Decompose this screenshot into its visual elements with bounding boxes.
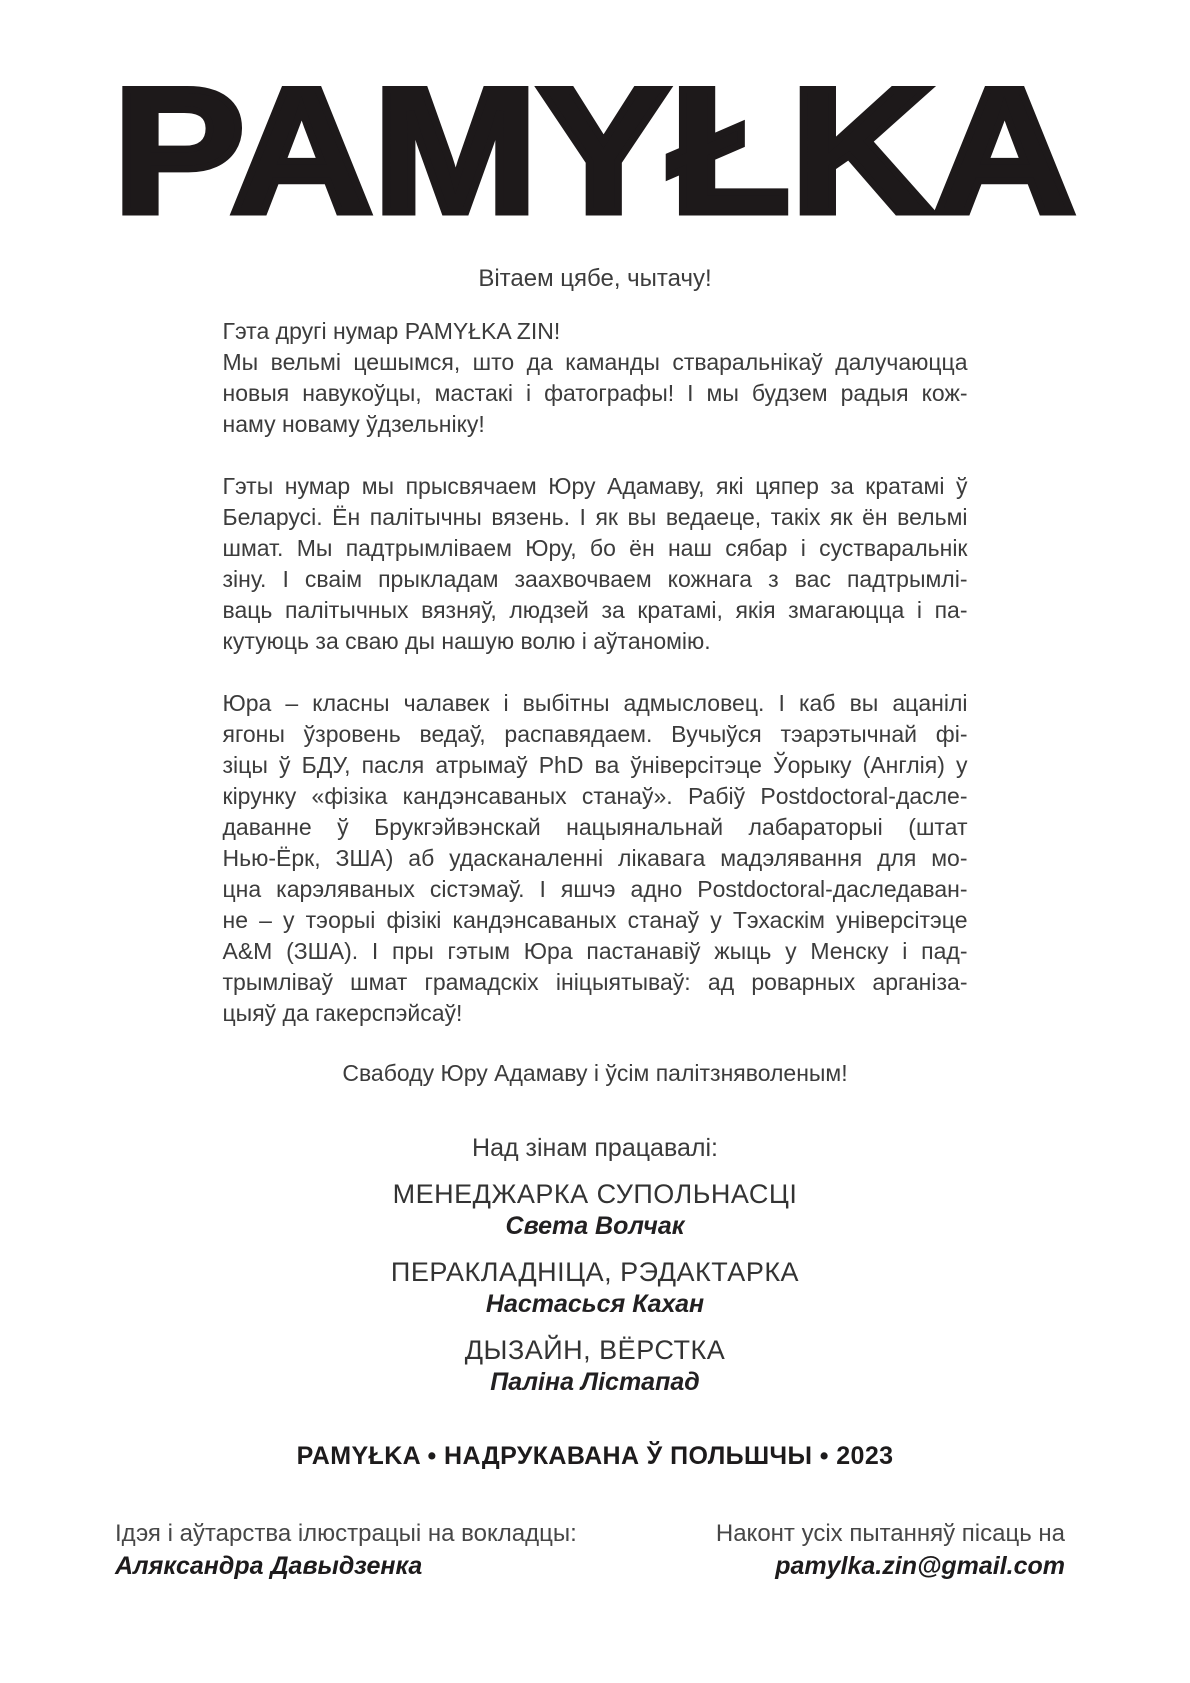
credits-heading: Над зінам працавалі:	[472, 1134, 718, 1162]
paragraph-line: Нью-Ёрк, ЗША) аб удасканаленні лікавага мадэлявання для мо-	[222, 845, 968, 871]
logo-wrap	[0, 0, 1190, 220]
logo-text: PAMYŁKA	[112, 74, 1076, 220]
freedom-slogan: Свабоду Юру Адамаву і ўсім палітзняволеным!	[342, 1060, 848, 1086]
contact-caption: Наконт усіх пытанняў пісаць на	[715, 1520, 1065, 1547]
cover-art-caption: Ідэя і аўтарства ілюстрацыі на вокладцы:	[115, 1520, 577, 1547]
paragraph-line: Гэта другі нумар PAMYŁKA ZIN!	[222, 318, 561, 344]
footer-left-column	[115, 1518, 577, 1583]
credit-role: МЕНЕДЖАРКА СУПОЛЬНАСЦІ	[392, 1179, 798, 1209]
paragraph-line: A&M (ЗША). І пры гэтым Юра пастанавіў жыць у Менску і пад-	[222, 938, 968, 964]
paragraph-line: кутуюць за сваю ды нашую волю і аўтаномію.	[222, 628, 711, 654]
paragraph-line: зіцы ў БДУ, пасля атрымаў PhD ва ўніверсітэце Ўорыку (Англія) у	[222, 752, 968, 778]
paragraph-line: зіну. І сваім прыкладам заахвочваем кожнага з вас падтрымлі-	[222, 566, 968, 592]
credit-role: ПЕРАКЛАДНІЦА, РЭДАКТАРКА	[390, 1257, 800, 1287]
credit-role: ДЫЗАЙН, ВЁРСТКА	[464, 1335, 726, 1365]
credit-name: Паліна Лістапад	[490, 1368, 700, 1396]
paragraph-line: шмат. Мы падтрымліваем Юру, бо ён наш сябар і сустваральнік	[222, 535, 968, 561]
paragraph-line: новыя навукоўцы, мастакі і фатографы! І мы будзем радыя кож-	[222, 380, 968, 406]
paragraph-line: Юра – класны чалавек і выбітны адмысловец. І каб вы ацанілі	[222, 690, 968, 716]
paragraph-line: Мы вельмі цешымся, што да каманды стваральнікаў далучаюцца	[222, 349, 968, 375]
pamylka-logo	[113, 74, 1078, 220]
paragraph-line: не – у тэорыі фізікі кандэнсаваных станаў у Тэхаскім універсітэце	[222, 907, 968, 933]
paragraph-line: ваць палітычных вязняў, людзей за кратамі, якія змагаюцца і па-	[222, 597, 968, 623]
footer-right-column	[716, 1518, 1065, 1583]
paragraph	[223, 471, 968, 657]
imprint-line: PAMYŁKA • НАДРУКАВАНА Ў ПОЛЬШЧЫ • 2023	[296, 1442, 894, 1470]
credit-entry	[0, 1334, 1190, 1398]
credit-entry	[0, 1256, 1190, 1320]
footer	[115, 1518, 1065, 1583]
paragraph-line: Гэты нумар мы прысвячаем Юру Адамаву, які цяпер за кратамі ў	[222, 473, 968, 499]
credit-name: Света Волчак	[505, 1212, 685, 1240]
contact-email: pamylka.zin@gmail.com	[775, 1552, 1065, 1580]
paragraph-line: даванне ў Брукгэйвэнскай нацыянальнай лабараторыі (штат	[222, 814, 968, 840]
paragraph-line: ягоны ўзровень ведаў, распавядаем. Вучыўся тэарэтычнай фі-	[222, 721, 968, 747]
credit-name: Настасься Кахан	[485, 1290, 705, 1318]
credits-list	[0, 1178, 1190, 1398]
paragraph-line: Беларусі. Ён палітычны вязень. І як вы ведаеце, такіх як ён вельмі	[222, 504, 968, 530]
paragraph-line: трымліваў шмат грамадскіх ініцыятываў: ад роварных арганіза-	[222, 969, 968, 995]
credit-entry	[0, 1178, 1190, 1242]
intro-paragraphs	[223, 316, 968, 1029]
paragraph-line: наму новаму ўдзельніку!	[222, 411, 485, 437]
paragraph	[223, 688, 968, 1029]
paragraph-line: цыяў да гакерспэйсаў!	[222, 1000, 463, 1026]
paragraph-line: цна карэляваных сістэмаў. І яшчэ адно Postdoctoral-даследаван-	[222, 876, 968, 902]
greeting: Вітаем цябе, чытачу!	[478, 265, 712, 292]
paragraph	[223, 316, 968, 440]
cover-artist-name: Аляксандра Давыдзенка	[115, 1552, 423, 1580]
paragraph-line: кірунку «фізіка кандэнсаваных станаў». Рабіў Postdoctoral-дасле-	[222, 783, 968, 809]
